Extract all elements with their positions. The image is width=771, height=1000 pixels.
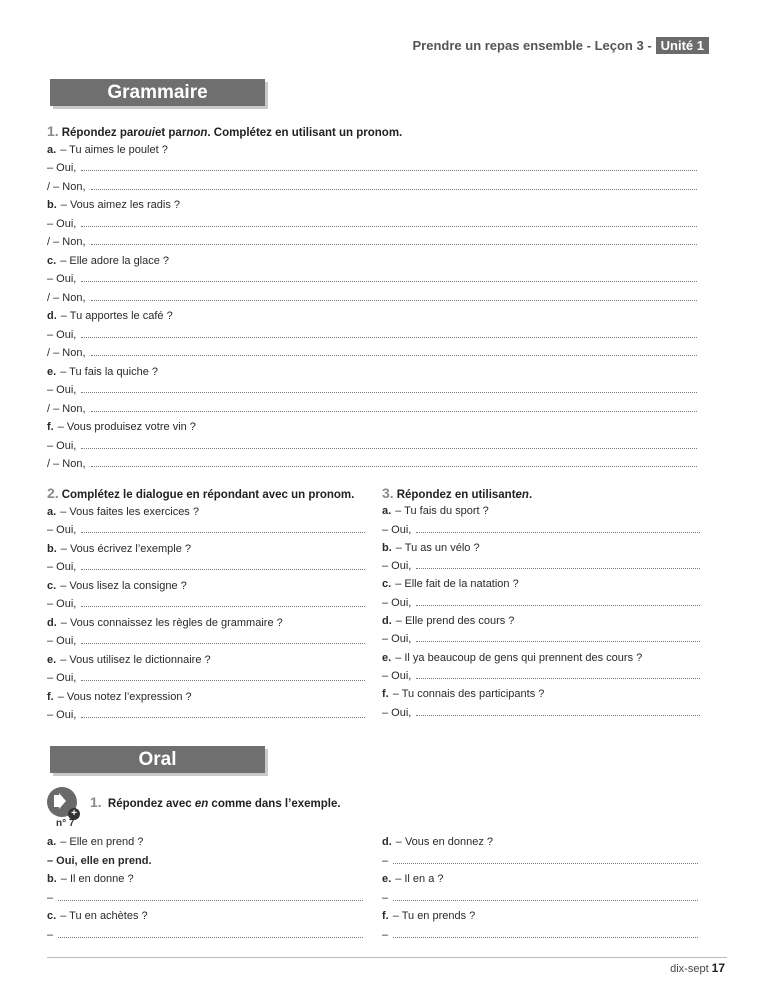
question-line <box>382 833 698 852</box>
answer-field[interactable] <box>416 667 700 679</box>
question-text: – Tu as un vélo ? <box>395 541 480 554</box>
instruction-text: comme dans l’exemple. <box>208 798 341 810</box>
answer-field[interactable] <box>81 159 697 171</box>
answer-prefix: – Oui, <box>47 635 77 647</box>
instruction-text: Complétez le dialogue en répondant avec un pronom. <box>61 489 355 501</box>
exercise-number: 1. <box>90 794 102 810</box>
keyword-en: en <box>515 489 529 501</box>
question-line <box>47 540 365 559</box>
question-line <box>382 870 698 889</box>
question-line <box>382 539 700 557</box>
answer-field[interactable] <box>81 270 697 282</box>
answer-line <box>382 521 700 539</box>
question-line <box>47 907 363 926</box>
answer-line <box>47 178 697 197</box>
answer-prefix: – Oui, <box>47 328 77 341</box>
answer-prefix: / – Non, <box>47 458 86 470</box>
keyword-non: non <box>186 127 208 139</box>
answer-field[interactable] <box>81 669 365 681</box>
answer-prefix: – <box>47 928 54 941</box>
question-line <box>382 907 698 926</box>
answer-field[interactable] <box>58 926 363 938</box>
question-text: – Elle prend des cours ? <box>395 615 515 628</box>
answer-field[interactable] <box>416 557 700 569</box>
exercise-1 <box>47 122 697 474</box>
answer-field[interactable] <box>416 521 700 533</box>
instruction-text: . Complétez en utilisant un pronom. <box>207 127 403 139</box>
question-text: – Tu en prends ? <box>392 910 476 922</box>
answer-prefix: – <box>382 928 389 941</box>
keyword-en: en <box>194 798 209 810</box>
answer-field[interactable] <box>81 326 697 338</box>
question-line <box>47 503 365 522</box>
page-number: 17 <box>711 961 725 975</box>
answer-prefix: – Oui, <box>47 561 77 573</box>
exercise-1-title <box>47 122 697 141</box>
item-label: e. <box>47 653 57 666</box>
answer-prefix: – Oui, <box>47 273 77 285</box>
item-label: c. <box>382 578 392 591</box>
item-label: f. <box>47 690 54 703</box>
question-line <box>382 575 700 593</box>
answer-line <box>382 889 698 908</box>
answer-field[interactable] <box>91 400 697 412</box>
item-label: c. <box>47 254 57 267</box>
question-line <box>382 685 700 703</box>
answer-line <box>47 595 365 614</box>
question-line <box>47 577 365 596</box>
answer-prefix: / – Non, <box>47 180 86 193</box>
question-text: – Vous lisez la consigne ? <box>60 579 187 592</box>
answer-line <box>382 594 700 612</box>
question-line <box>47 196 697 215</box>
answer-line <box>47 889 363 908</box>
answer-line <box>47 558 365 577</box>
answer-line <box>47 215 697 234</box>
question-text: – Vous écrivez l’exemple ? <box>60 542 192 555</box>
item-label: f. <box>47 421 54 433</box>
page-footer <box>670 961 725 975</box>
answer-line <box>382 667 700 685</box>
item-label: b. <box>382 541 392 554</box>
answer-field[interactable] <box>81 521 365 533</box>
answer-line <box>47 400 697 419</box>
question-text: – Tu en achètes ? <box>60 910 148 922</box>
answer-prefix: – Oui, <box>47 709 77 721</box>
answer-field[interactable] <box>416 630 700 642</box>
answer-prefix: – <box>382 854 389 867</box>
answer-prefix: / – Non, <box>47 236 86 248</box>
item-label: e. <box>382 651 392 664</box>
answer-line <box>47 233 697 252</box>
question-text: – Vous produisez votre vin ? <box>57 421 196 433</box>
answer-line <box>47 289 697 308</box>
answer-prefix: – Oui, <box>47 439 77 452</box>
oral-example-answer <box>47 852 363 871</box>
answer-prefix: / – Non, <box>47 347 86 359</box>
answer-line <box>47 521 365 540</box>
answer-line <box>47 159 697 178</box>
answer-field[interactable] <box>393 926 698 938</box>
instruction-text: Répondez en utilisant <box>396 489 516 501</box>
question-text: – Elle fait de la natation ? <box>395 578 519 591</box>
question-text: – Vous aimez les radis ? <box>60 199 181 211</box>
answer-line <box>47 706 365 725</box>
question-text: – Il en donne ? <box>60 873 134 885</box>
question-text: – Vous faites les exercices ? <box>60 505 199 518</box>
question-line <box>47 141 697 160</box>
answer-prefix: – Oui, <box>382 523 412 536</box>
answer-field[interactable] <box>91 178 697 190</box>
item-label: d. <box>47 616 57 629</box>
question-line <box>382 649 700 667</box>
exercise-number: 2. <box>47 485 59 501</box>
question-text: – Tu fais du sport ? <box>395 505 489 518</box>
question-text: – Vous notez l’expression ? <box>57 690 192 703</box>
answer-line <box>382 704 700 722</box>
answer-field[interactable] <box>58 889 363 901</box>
answer-line <box>382 926 698 945</box>
answer-prefix: – Oui, <box>382 706 412 719</box>
example-answer: – Oui, elle en prend. <box>47 854 152 867</box>
answer-line <box>47 455 697 474</box>
footer-divider <box>47 957 727 958</box>
answer-prefix: / – Non, <box>47 402 86 415</box>
exercise-3-title <box>382 484 700 502</box>
instruction-text: Répondez avec <box>107 798 195 810</box>
item-label: a. <box>382 505 392 518</box>
oral-banner: Oral <box>50 746 265 773</box>
question-line <box>382 612 700 630</box>
answer-line <box>47 437 697 456</box>
exercise-number: 1. <box>47 123 59 139</box>
question-line <box>47 418 697 437</box>
oral-exercise-1-title <box>90 794 341 810</box>
answer-prefix: – Oui, <box>47 217 77 230</box>
answer-prefix: – <box>382 891 389 904</box>
answer-field[interactable] <box>91 233 697 245</box>
item-label: e. <box>382 873 392 885</box>
answer-prefix: – Oui, <box>47 598 77 610</box>
answer-prefix: – Oui, <box>47 524 77 536</box>
answer-field[interactable] <box>416 704 700 716</box>
answer-prefix: – Oui, <box>47 672 77 684</box>
answer-line <box>382 630 700 648</box>
answer-prefix: – Oui, <box>47 384 77 396</box>
item-label: b. <box>47 542 57 555</box>
question-text: – Vous en donnez ? <box>395 836 494 848</box>
answer-field[interactable] <box>91 289 697 301</box>
answer-field[interactable] <box>81 215 697 227</box>
item-label: d. <box>382 836 392 848</box>
answer-field[interactable] <box>81 381 697 393</box>
item-label: c. <box>47 910 57 922</box>
answer-field[interactable] <box>81 595 365 607</box>
instruction-text: . <box>528 489 533 501</box>
question-line <box>47 688 365 707</box>
item-label: f. <box>382 910 389 922</box>
answer-field[interactable] <box>81 437 697 449</box>
question-text: – Vous connaissez les règles de grammaire ? <box>60 616 283 629</box>
answer-field[interactable] <box>81 706 365 718</box>
oral-example-question <box>47 833 363 852</box>
answer-prefix: – Oui, <box>382 560 412 573</box>
item-label: e. <box>47 365 57 378</box>
question-line <box>47 252 697 271</box>
answer-field[interactable] <box>416 594 700 606</box>
answer-field[interactable] <box>393 852 698 864</box>
question-text: – Elle adore la glace ? <box>60 254 170 267</box>
answer-field[interactable] <box>393 889 698 901</box>
answer-line <box>47 326 697 345</box>
answer-prefix: – Oui, <box>47 162 77 174</box>
answer-line <box>47 344 697 363</box>
item-label: a. <box>47 143 57 156</box>
page-header <box>413 37 709 54</box>
question-text: – Il ya beaucoup de gens qui prennent des cours ? <box>395 651 643 664</box>
exercise-number: 3. <box>382 485 394 501</box>
question-line <box>47 307 697 326</box>
page-word: dix-sept <box>670 963 709 975</box>
oral-left-column <box>47 833 363 944</box>
instruction-text: Répondez par <box>61 127 138 139</box>
question-text: – Vous utilisez le dictionnaire ? <box>60 653 211 666</box>
answer-field[interactable] <box>81 558 365 570</box>
answer-line <box>382 852 698 871</box>
answer-prefix: – Oui, <box>382 669 412 682</box>
oral-right-column <box>382 833 698 944</box>
item-label: f. <box>382 688 389 701</box>
item-label: c. <box>47 579 57 592</box>
question-line <box>47 614 365 633</box>
plus-icon: + <box>68 808 80 820</box>
keyword-oui: oui <box>137 127 155 139</box>
question-text: – Tu aimes le poulet ? <box>60 143 168 156</box>
exercise-3 <box>382 484 700 722</box>
unit-badge: Unité 1 <box>656 37 709 54</box>
question-line <box>382 502 700 520</box>
answer-line <box>47 669 365 688</box>
item-label: a. <box>47 505 57 518</box>
question-text: – Il en a ? <box>395 873 444 885</box>
question-line <box>47 870 363 889</box>
item-label: b. <box>47 873 57 885</box>
answer-prefix: – Oui, <box>382 633 412 646</box>
answer-prefix: – <box>47 891 54 904</box>
question-text: – Tu connais des participants ? <box>392 688 545 701</box>
answer-field[interactable] <box>91 344 697 356</box>
answer-line <box>47 270 697 289</box>
exercise-2-title <box>47 484 365 503</box>
answer-field[interactable] <box>91 455 697 467</box>
answer-line <box>47 926 363 945</box>
question-line <box>47 363 697 382</box>
item-label: d. <box>47 310 57 322</box>
header-title: Prendre un repas ensemble - Leçon 3 - <box>412 38 652 53</box>
audio-speaker-icon[interactable] <box>47 787 77 817</box>
grammaire-banner: Grammaire <box>50 79 265 106</box>
answer-line <box>47 381 697 400</box>
answer-line <box>47 632 365 651</box>
item-label: a. <box>47 836 57 848</box>
instruction-text: et par <box>154 127 187 139</box>
answer-line <box>382 557 700 575</box>
question-line <box>47 651 365 670</box>
answer-field[interactable] <box>81 632 365 644</box>
track-number: n° 7 <box>56 818 75 829</box>
answer-prefix: / – Non, <box>47 291 86 304</box>
question-text: – Tu fais la quiche ? <box>60 365 159 378</box>
exercise-2 <box>47 484 365 725</box>
item-label: d. <box>382 615 392 628</box>
item-label: b. <box>47 199 57 211</box>
question-text: – Tu apportes le café ? <box>60 310 173 322</box>
question-text: – Elle en prend ? <box>60 836 144 848</box>
answer-prefix: – Oui, <box>382 596 412 609</box>
